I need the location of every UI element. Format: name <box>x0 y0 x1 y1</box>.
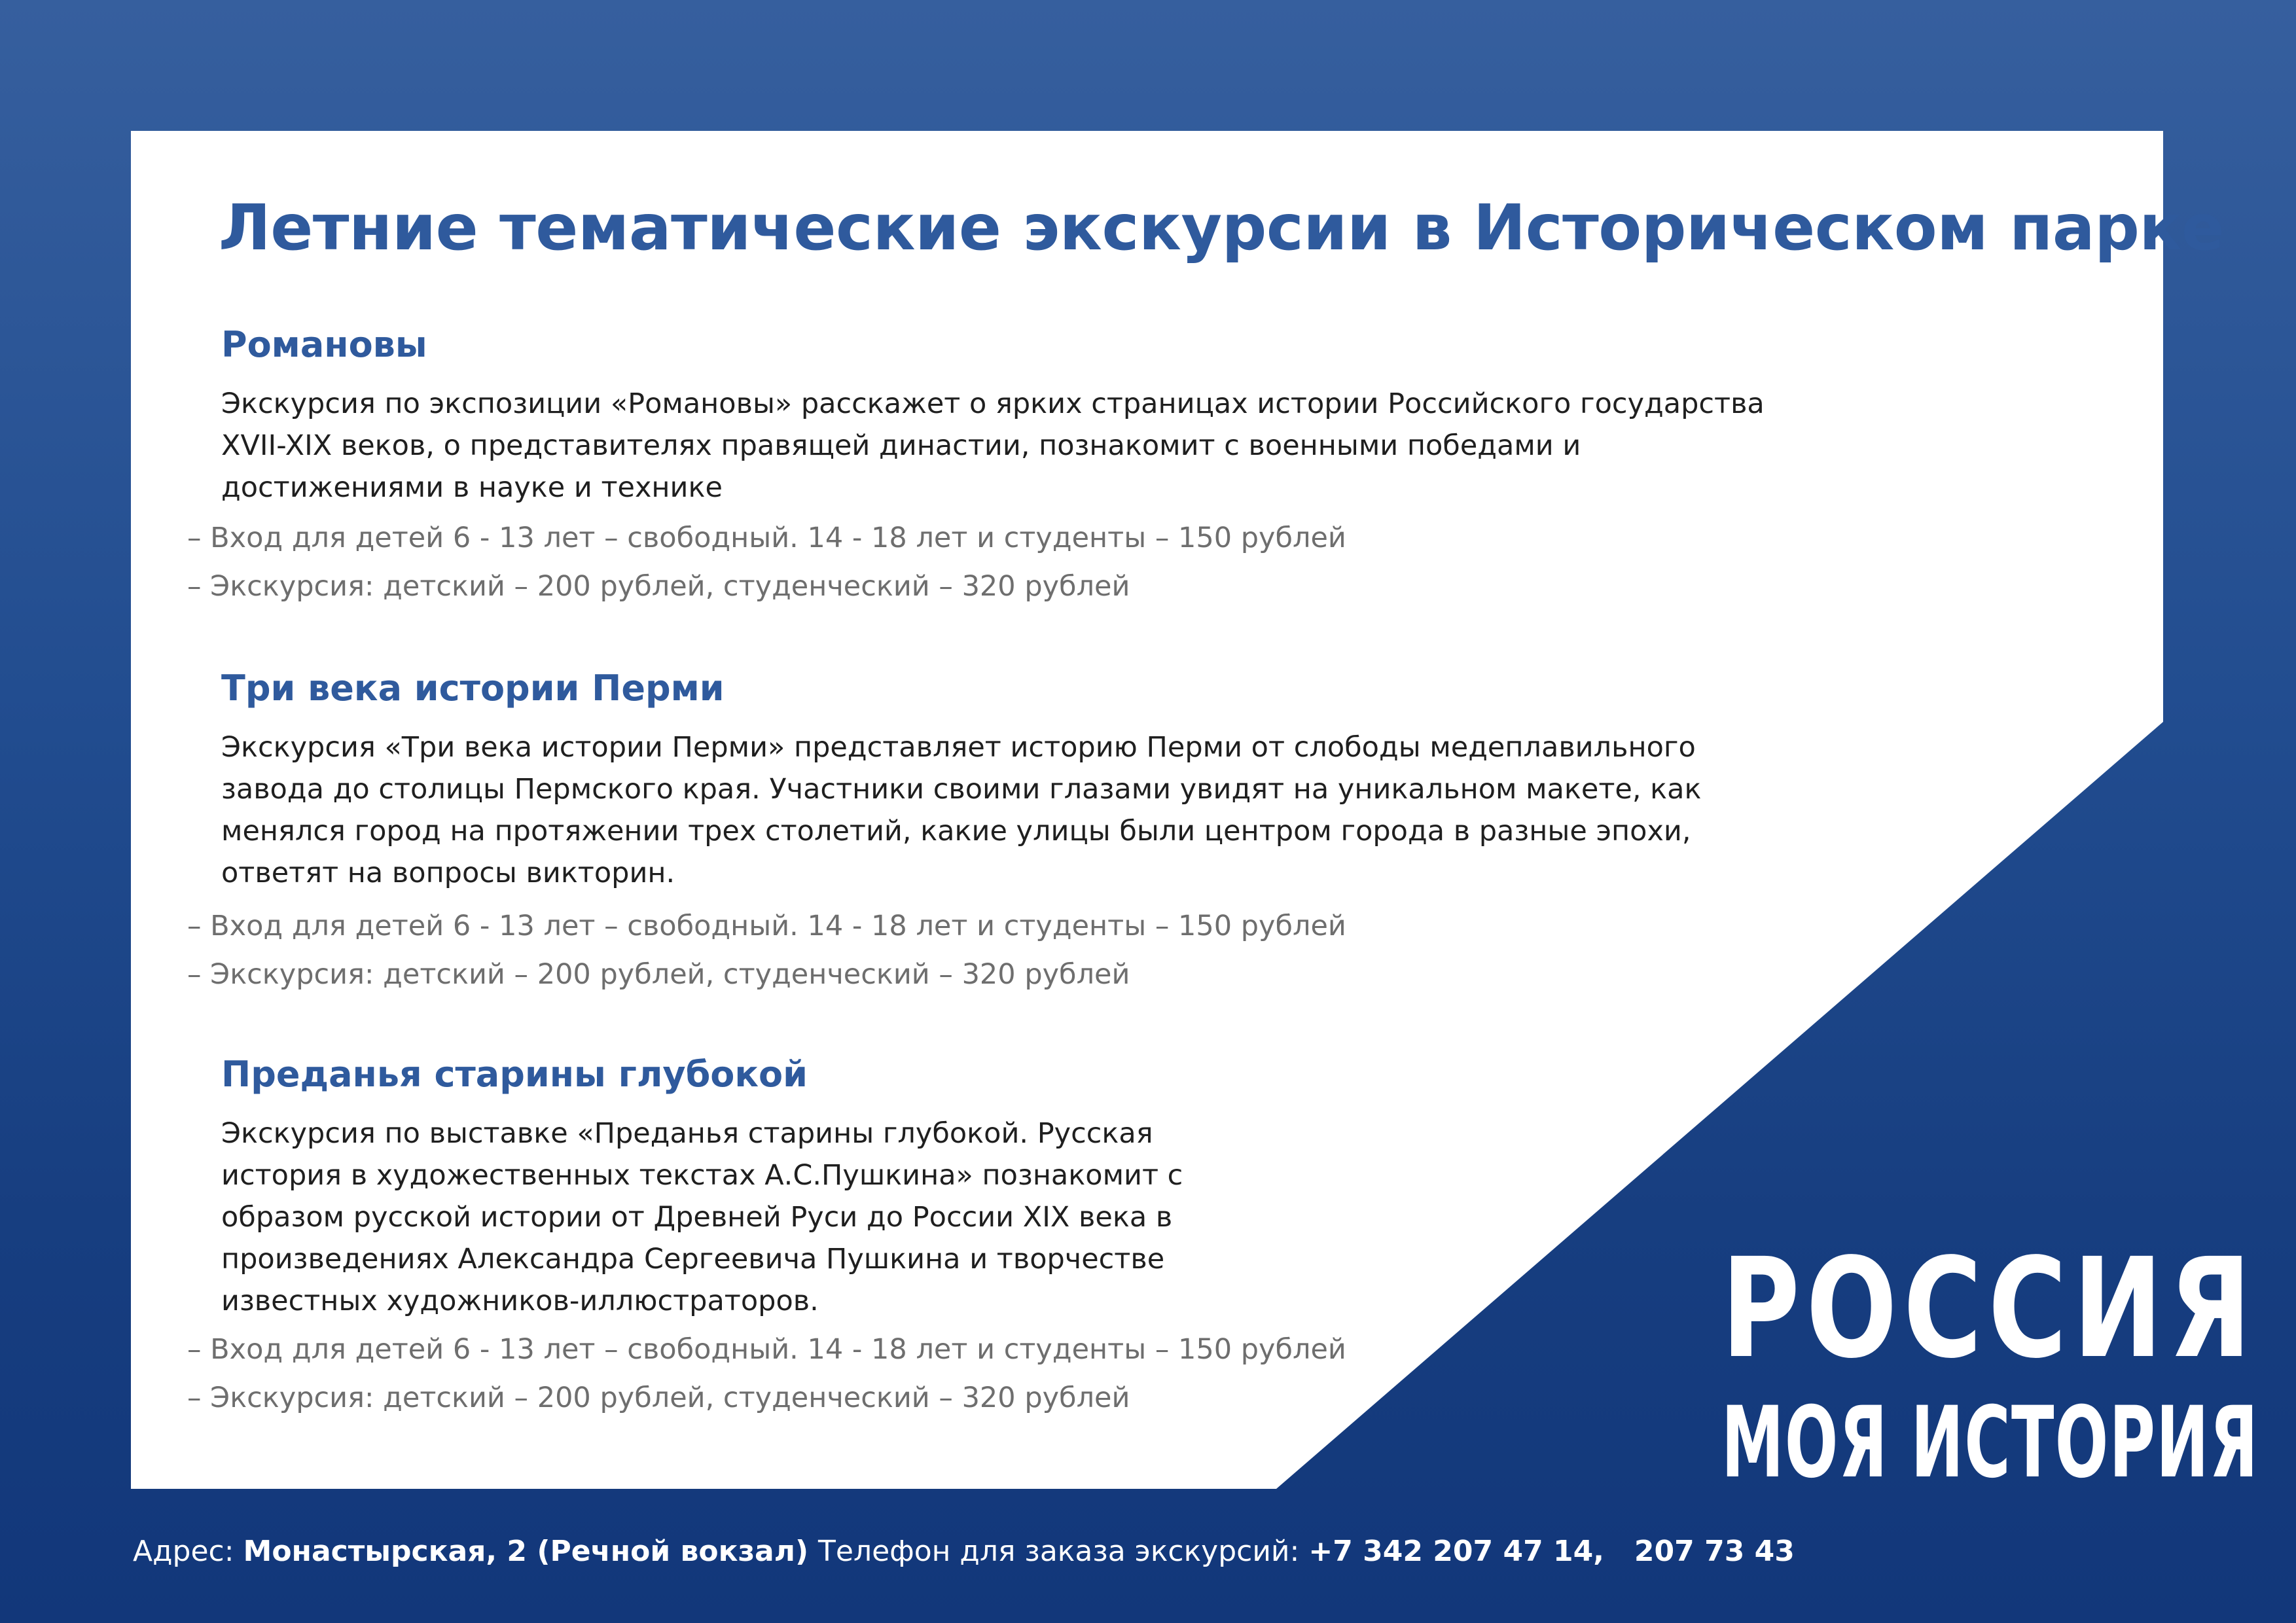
address-value: Монастырская, 2 (Речной вокзал) <box>243 1535 809 1568</box>
logo-line-2: МОЯ ИСТОРИЯ <box>1721 1386 2259 1500</box>
price-list <box>187 1325 1346 1422</box>
section-heading: Преданья старины глубокой <box>221 1054 808 1095</box>
phone-label: Телефон для заказа экскурсий: <box>818 1535 1309 1568</box>
section-heading: Три века истории Перми <box>221 668 725 709</box>
description-line: XVII-XIX веков, о представителях правящей династии, познакомит с военными победами и <box>221 429 1581 462</box>
address-label: Адрес: <box>133 1535 243 1568</box>
logo-line-1: РОССИЯ <box>1721 1228 2258 1389</box>
description-line: Экскурсия по экспозиции «Романовы» расскажет о ярких страницах истории Российского государства <box>221 387 1765 420</box>
description-line: ответят на вопросы викторин. <box>221 857 675 889</box>
description-line: завода до столицы Пермского края. Участники своими глазами увидят на уникальном макете, как <box>221 773 1702 806</box>
price-item-entry: – Вход для детей 6 - 13 лет – свободный. 14 - 18 лет и студенты – 150 рублей <box>187 1333 1346 1366</box>
section-description <box>221 726 1701 894</box>
description-line: Экскурсия по выставке «Преданья старины глубокой. Русская <box>221 1117 1153 1150</box>
description-line: менялся город на протяжении трех столетий, какие улицы были центром города в разные эпохи, <box>221 815 1691 847</box>
russia-my-history-logo <box>1721 1228 2259 1502</box>
section-description <box>221 1113 1183 1322</box>
description-line: образом русской истории от Древней Руси до России XIX века в <box>221 1201 1173 1234</box>
description-line: история в художественных текстах А.С.Пушкина» познакомит с <box>221 1159 1183 1192</box>
section-heading: Романовы <box>221 324 427 365</box>
page-title: Летние тематические экскурсии в Историческом парке <box>219 191 2224 264</box>
price-item-entry: – Вход для детей 6 - 13 лет – свободный. 14 - 18 лет и студенты – 150 рублей <box>187 522 1346 554</box>
description-line: произведениях Александра Сергеевича Пушкина и творчестве <box>221 1243 1165 1275</box>
footer <box>0 1535 2296 1580</box>
price-item-excursion: – Экскурсия: детский – 200 рублей, студенческий – 320 рублей <box>187 1382 1130 1414</box>
price-list <box>187 514 1346 611</box>
phone-value: +7 342 207 47 14, 207 73 43 <box>1308 1535 1795 1568</box>
description-line: достижениями в науке и технике <box>221 471 723 504</box>
price-item-excursion: – Экскурсия: детский – 200 рублей, студенческий – 320 рублей <box>187 958 1130 991</box>
section-description <box>221 383 1765 508</box>
price-item-excursion: – Экскурсия: детский – 200 рублей, студенческий – 320 рублей <box>187 570 1130 603</box>
price-item-entry: – Вход для детей 6 - 13 лет – свободный. 14 - 18 лет и студенты – 150 рублей <box>187 910 1346 942</box>
footer-address <box>133 1535 808 1568</box>
price-list <box>187 902 1346 999</box>
description-line: известных художников-иллюстраторов. <box>221 1285 819 1317</box>
description-line: Экскурсия «Три века истории Перми» представляет историю Перми от слободы медеплавильного <box>221 731 1696 764</box>
footer-phone <box>818 1535 1795 1568</box>
